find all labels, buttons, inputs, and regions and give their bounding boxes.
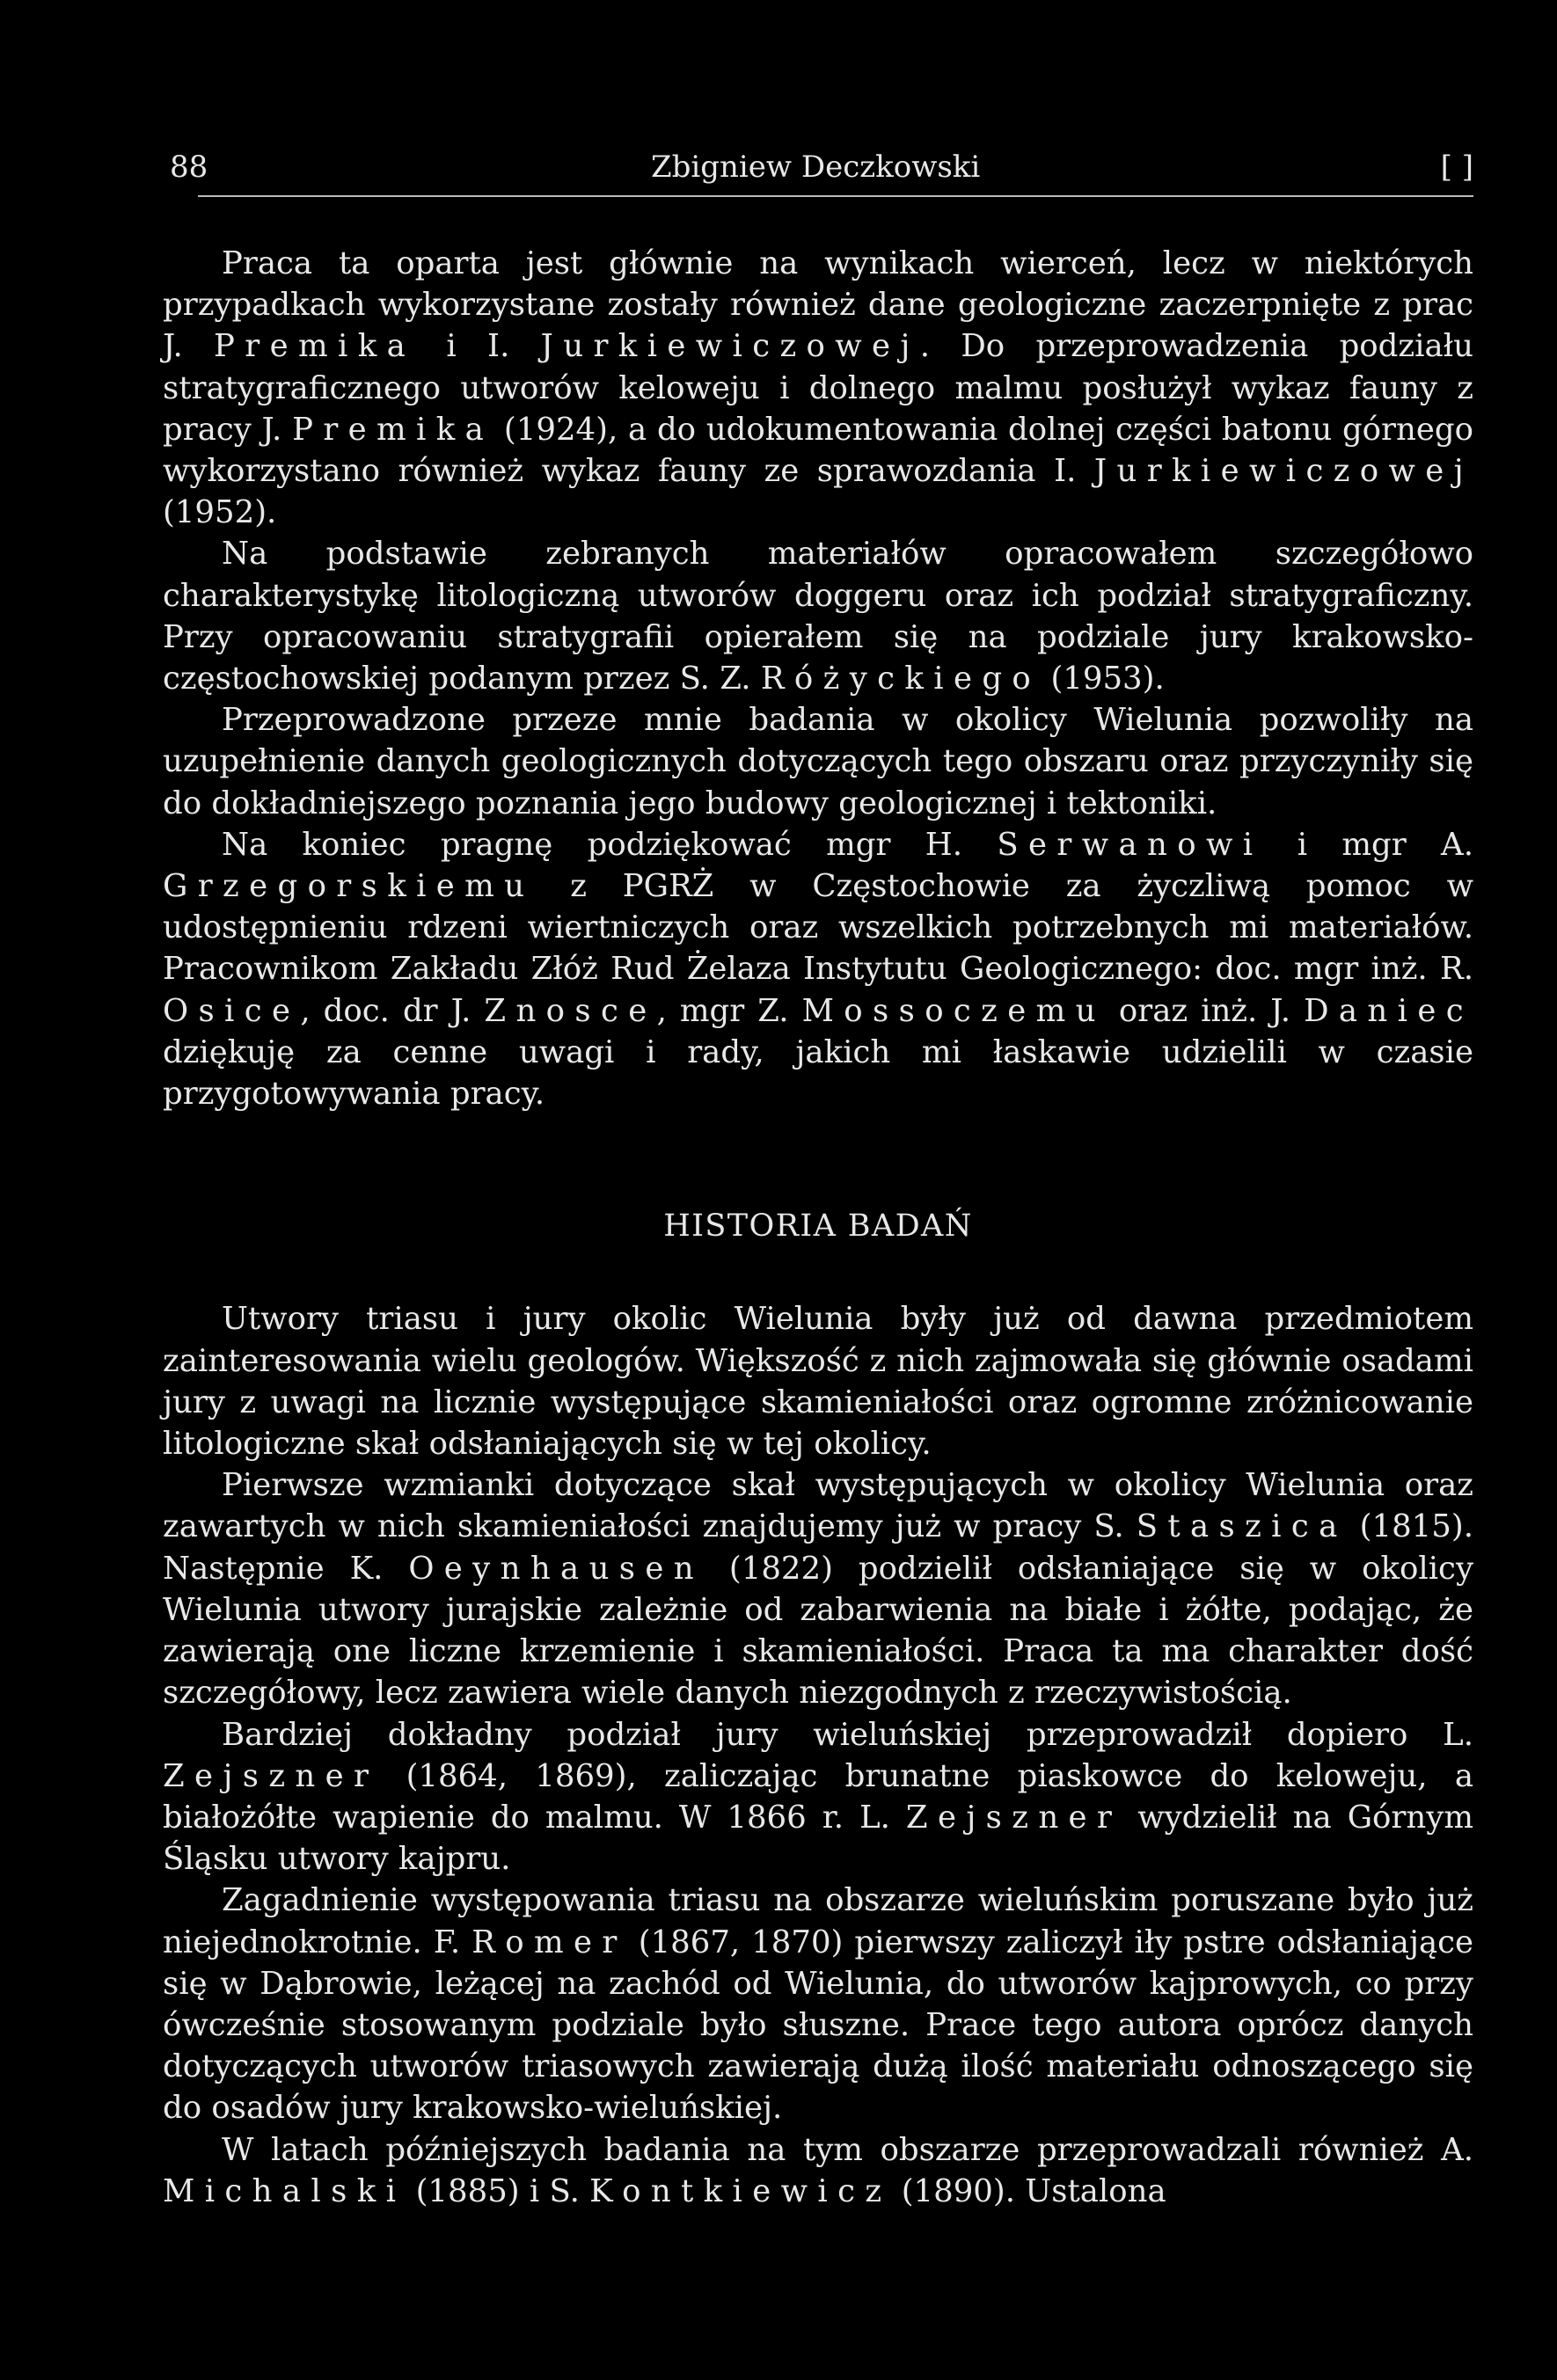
page-number: 88: [170, 150, 208, 185]
spaced-name: Daniec: [1304, 992, 1473, 1029]
running-head: [163, 141, 1473, 193]
spaced-name: Zejszner: [163, 1757, 379, 1794]
spaced-name: Osice: [163, 992, 301, 1029]
spaced-name: Mossoczemu: [801, 992, 1106, 1029]
paragraph: Na podstawie zebranych materiałów opracowałem szczegółowo charakterystykę litologiczną utworów doggeru oraz ich podział stratygraficzny. Przy opracowaniu stratygrafii opierałem się na podziale jury krakowsko-częstochowskiej podanym przez S. Z. Różyckiego (1953).: [163, 536, 1473, 697]
paragraph: Przeprowadzone przeze mnie badania w okolicy Wielunia pozwoliły na uzupełnienie danych geologicznych dotyczących tego obszaru oraz przyczyniły się do dokładniejszego poznania jego budowy geologicznej i tektoniki.: [163, 702, 1473, 821]
paragraph: Praca ta oparta jest głównie na wynikach wierceń, lecz w niektórych przypadkach wykorzystane zostały również dane geologiczne zaczerpnięte z prac J. Premika i I. Jurkiewiczowej. Do przeprowadzenia podziału stratygraficznego utworów keloweju i dolnego malmu posłużył wykaz fauny z pracy J. Premika (1924), a do udokumentowania dolnej części batonu górnego wykorzystano również wykaz fauny ze sprawozdania I. Jurkiewiczowej (1952).: [163, 245, 1473, 531]
page: [163, 141, 1473, 2212]
spaced-name: Kontkiewicz: [589, 2172, 892, 2209]
header-rule: [198, 195, 1473, 197]
paragraph: Pierwsze wzmianki dotyczące skał występujących w okolicy Wielunia oraz zawartych w nich skamieniałości znajdujemy już w pracy S. Staszica (1815). Następnie K. Oeynhausen (1822) podzielił odsłaniające się w okolicy Wielunia utwory jurajskie zależnie od zabarwienia na białe i żółte, podając, że zawierają one liczne krzemienie i skamieniałości. Praca ta ma charakter dość szczegółowy, lecz zawiera wiele danych niezgodnych z rzeczywistością.: [163, 1467, 1473, 1712]
paragraph: Bardziej dokładny podział jury wieluńskiej przeprowadził dopiero L. Zejszner (1864, 1869), zaliczając brunatne piaskowce do keloweju, a białożółte wapienie do malmu. W 1866 r. L. Zejszner wydzielił na Górnym Śląsku utwory kajpru.: [163, 1716, 1473, 1878]
spaced-name: Premika: [214, 328, 416, 365]
section-title: HISTORIA BADAŃ: [663, 1208, 973, 1245]
spaced-name: Oeynhausen: [408, 1550, 704, 1587]
spaced-name: Znosce: [484, 992, 657, 1029]
spaced-name: Michalski: [163, 2172, 406, 2209]
paragraph: Na koniec pragnę podziękować mgr H. Serwanowi i mgr A. Grzegorskiemu z PGRŻ w Częstochowie za życzliwą pomoc w udostępnieniu rdzeni wiertniczych oraz wszelkich potrzebnych mi materiałów. Pracownikom Zakładu Złóż Rud Żelaza Instytutu Geologicznego: doc. mgr inż. R. Osice, doc. dr J. Znosce, mgr Z. Mossoczemu oraz inż. J. Daniec dziękuję za cenne uwagi i rady, jakich mi łaskawie udzielili w czasie przygotowywania pracy.: [163, 826, 1473, 1113]
article-body: [163, 243, 1473, 2212]
spaced-name: Premika: [292, 411, 494, 448]
running-head-author: Zbigniew Deczkowski: [651, 150, 981, 185]
paragraph: W latach późniejszych badania na tym obszarze przeprowadzali również A. Michalski (1885) i S. Kontkiewicz (1890). Ustalona: [163, 2131, 1473, 2209]
spaced-name: Romer: [471, 1924, 627, 1960]
spaced-name: Grzegorskiemu: [163, 868, 535, 905]
spaced-name: Jurkiewiczowej: [540, 328, 920, 365]
spaced-name: Zejszner: [905, 1799, 1122, 1836]
spaced-name: Jurkiewiczowej: [1093, 453, 1473, 490]
running-head-bracket: [ ]: [1440, 150, 1473, 185]
paragraph: Zagadnienie występowania triasu na obszarze wieluńskim poruszane było już niejednokrotnie. F. Romer (1867, 1870) pierwszy zaliczył iły pstre odsłaniające się w Dąbrowie, leżącej na zachód od Wielunia, do utworów kajprowych, co przy ówcześnie stosowanym podziale było słuszne. Prace tego autora oprócz danych dotyczących utworów triasowych zawierają dużą ilość materiału odnoszącego się do osadów jury krakowsko-wieluńskiej.: [163, 1882, 1474, 2127]
paragraph: Utwory triasu i jury okolic Wielunia były już od dawna przedmiotem zainteresowania wielu geologów. Większość z nich zajmowała się głównie osadami jury z uwagi na licznie występujące skamieniałości oraz ogromne zróżnicowanie litologiczne skał odsłaniających się w tej okolicy.: [163, 1301, 1473, 1463]
spaced-name: Różyckiego: [760, 661, 1042, 697]
spaced-name: Serwanowi: [997, 826, 1263, 863]
spaced-name: Staszica: [1136, 1508, 1348, 1545]
